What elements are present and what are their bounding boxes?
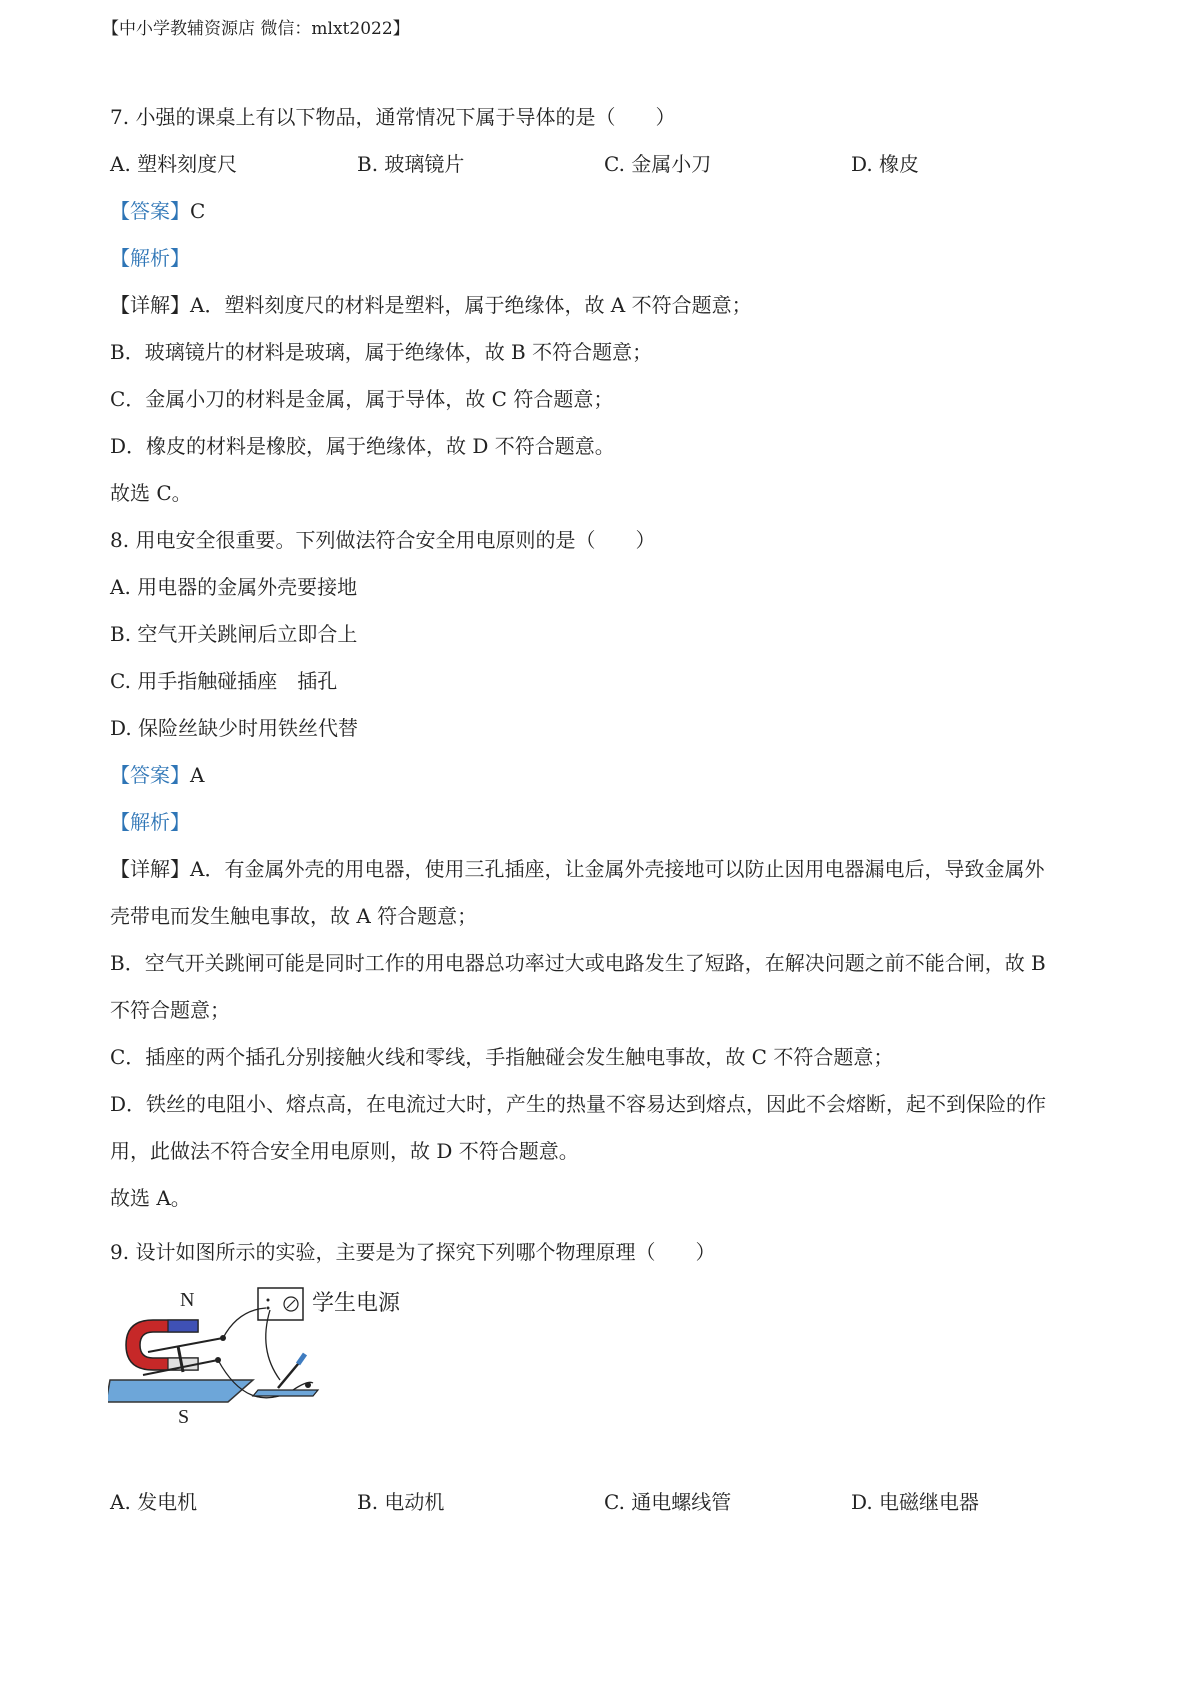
experiment-figure <box>108 1280 438 1430</box>
q8-option-a: A. 用电器的金属外壳要接地 <box>110 575 358 599</box>
switch-contact <box>305 1382 311 1388</box>
switch-handle <box>298 1354 305 1364</box>
q7-detail-line: C．金属小刀的材料是金属，属于导体，故 C 符合题意； <box>110 387 614 411</box>
page-header: 【中小学教辅资源店 微信：mlxt2022】 <box>102 19 410 39</box>
q7-conclusion: 故选 C。 <box>110 481 192 505</box>
q9-stem: 9. 设计如图所示的实验，主要是为了探究下列哪个物理原理（ ） <box>110 1240 716 1264</box>
q8-answer <box>110 761 204 789</box>
q8-stem: 8. 用电安全很重要。下列做法符合安全用电原则的是（ ） <box>110 528 656 552</box>
q7-answer <box>110 197 205 225</box>
power-supply-label: 学生电源 <box>312 1291 401 1316</box>
detail-text: A．有金属外壳的用电器，使用三孔插座，让金属外壳接地可以防止因用电器漏电后，导致金属外 <box>190 857 1045 881</box>
q7-detail-line: D．橡皮的材料是橡胶，属于绝缘体，故 D 不符合题意。 <box>110 434 615 458</box>
magnet-n-pole <box>168 1320 198 1332</box>
detail-label: 【详解】 <box>110 857 190 881</box>
q7-option-d: D. 橡皮 <box>851 152 920 176</box>
power-supply <box>258 1288 303 1320</box>
detail-text: A．塑料刻度尺的材料是塑料，属于绝缘体，故 A 不符合题意； <box>190 293 752 317</box>
q8-detail-line: C．插座的两个插孔分别接触火线和零线，手指触碰会发生触电事故，故 C 不符合题意； <box>110 1045 894 1069</box>
q7-option-b: B. 玻璃镜片 <box>357 152 465 176</box>
q7-analysis-label: 【解析】 <box>110 246 190 270</box>
power-terminal <box>267 1299 270 1302</box>
answer-label: 【答案】 <box>110 763 190 787</box>
q8-analysis-label: 【解析】 <box>110 810 190 834</box>
q8-detail-line: 不符合题意； <box>110 998 230 1022</box>
q9-option-b: B. 电动机 <box>357 1490 445 1514</box>
pole-s-label: S <box>178 1406 190 1428</box>
q8-option-d: D. 保险丝缺少时用铁丝代替 <box>110 716 359 740</box>
q8-conclusion: 故选 A。 <box>110 1186 191 1210</box>
q9-option-c: C. 通电螺线管 <box>604 1490 732 1514</box>
detail-label: 【详解】 <box>110 293 190 317</box>
answer-label: 【答案】 <box>110 199 190 223</box>
base-plate <box>108 1380 253 1402</box>
answer-value: C <box>190 199 206 223</box>
power-terminal <box>267 1307 270 1310</box>
q9-option-d: D. 电磁继电器 <box>851 1490 980 1514</box>
q7-detail-line: B．玻璃镜片的材料是玻璃，属于绝缘体，故 B 不符合题意； <box>110 340 653 364</box>
q8-detail-line: 壳带电而发生触电事故，故 A 符合题意； <box>110 904 478 928</box>
rail-upper <box>148 1338 223 1352</box>
q7-detail-line <box>110 291 752 319</box>
q8-detail-line: B．空气开关跳闸可能是同时工作的用电器总功率过大或电路发生了短路，在解决问题之前不能合闸，故 B <box>110 951 1046 975</box>
q9-option-a: A. 发电机 <box>110 1490 198 1514</box>
pole-n-label: N <box>180 1289 195 1311</box>
q7-stem: 7. 小强的课桌上有以下物品，通常情况下属于导体的是（ ） <box>110 105 676 129</box>
answer-value: A <box>190 763 205 787</box>
q8-detail-line: 用，此做法不符合安全用电原则，故 D 不符合题意。 <box>110 1139 579 1163</box>
q7-option-a: A. 塑料刻度尺 <box>110 152 238 176</box>
q8-detail-line: D．铁丝的电阻小、熔点高，在电流过大时，产生的热量不容易达到熔点，因此不会熔断，起不到保险的作 <box>110 1092 1047 1116</box>
switch-base <box>253 1390 318 1396</box>
q8-detail-line <box>110 855 1044 883</box>
q8-option-c: C. 用手指触碰插座 插孔 <box>110 669 338 693</box>
q7-option-c: C. 金属小刀 <box>604 152 712 176</box>
q8-option-b: B. 空气开关跳闸后立即合上 <box>110 622 358 646</box>
